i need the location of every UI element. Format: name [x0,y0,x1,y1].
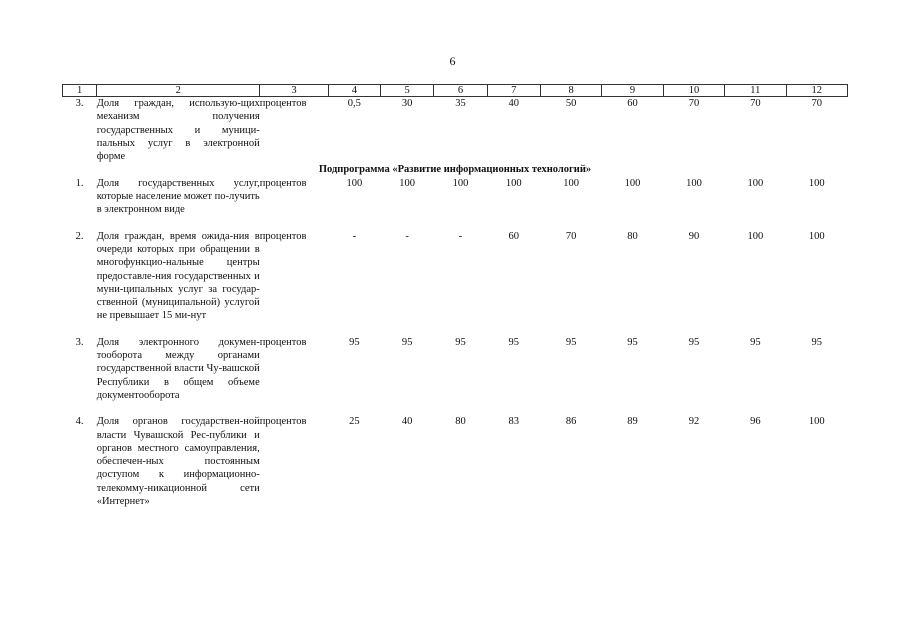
value: 95 [811,336,823,348]
row-number: 1. [75,177,84,189]
value: 70 [688,98,700,109]
column-number: 3 [260,85,328,97]
value: - [405,230,409,242]
indicator-name: Доля электронного докумен-тооборота между органами государственной власти Чу-вашской Республики в общем объеме документооборота [96,336,260,401]
value: 95 [455,336,466,348]
column-number: 4 [328,85,380,97]
value: 40 [401,416,413,428]
value: 92 [688,416,700,428]
row-number: 3. [75,98,84,109]
value: 83 [508,416,520,428]
value: 95 [565,336,577,348]
unit: процентов [259,230,307,242]
value: 70 [565,230,577,242]
indicators-table [62,84,848,508]
row-number: 3. [75,336,84,348]
value: 90 [688,230,700,242]
column-number: 9 [602,85,663,97]
value: 95 [401,336,413,348]
unit: процентов [259,177,307,189]
value: 50 [565,98,577,109]
value: 100 [808,177,825,189]
indicator-name: Доля граждан, время ожида-ния в очереди которых при обращении в многофункцио-нальные центры предоставле-ния государственных и муни-ципальных услуг за государ-ственной (муниципальной) услугой не превышает 15 ми-нут [96,230,260,322]
value: 95 [688,336,700,348]
value: 86 [565,416,577,428]
column-number: 8 [540,85,601,97]
row-spacer [63,217,848,230]
value: 60 [508,230,520,242]
value: 100 [624,177,641,189]
value: 70 [750,98,761,109]
value: 100 [452,177,469,189]
unit: процентов [259,336,307,348]
column-number: 6 [434,85,487,97]
row-spacer [63,402,848,415]
indicator-name: Доля граждан, использую-щих механизм получения государственных и муници-пальных услуг в электронной форме [96,98,260,163]
column-number: 10 [663,85,724,97]
indicator-name: Доля государственных услуг, которые население может по-лучить в электронном виде [96,177,260,216]
value: 40 [508,98,520,109]
table-row [63,336,848,402]
value: 25 [349,416,360,428]
page-number: 6 [449,54,456,68]
row-number: 4. [75,416,84,428]
unit: процентов [259,416,307,428]
subprogram-row [63,163,848,176]
table-row [63,177,848,217]
column-number: 1 [63,85,97,97]
table-row [63,230,848,323]
value: 70 [811,98,823,109]
value: 96 [750,416,761,428]
subprogram-title: Подпрограмма «Развитие информационных технологий» [318,164,592,176]
value: 100 [808,230,825,242]
table-row [63,97,848,164]
value: 95 [750,336,761,348]
table-row [63,415,848,508]
value: 100 [747,177,764,189]
value: - [458,230,463,242]
column-number: 11 [725,85,786,97]
value: 100 [346,177,363,189]
value: 89 [627,416,638,428]
value: 100 [505,177,522,189]
value: 30 [401,98,413,109]
value: - [352,230,357,242]
row-number: 2. [75,230,84,242]
unit: процентов [259,98,307,109]
value: 35 [455,98,466,109]
value: 80 [455,416,466,428]
value: 80 [627,230,638,242]
row-spacer [63,323,848,336]
value: 0,5 [347,98,361,109]
value: 100 [686,177,702,189]
column-number: 2 [97,85,260,97]
column-number: 12 [786,85,847,97]
value: 95 [508,336,520,348]
value: 95 [627,336,638,348]
value: 100 [747,230,764,242]
value: 95 [349,336,360,348]
value: 100 [563,177,580,189]
table-header-row [63,85,848,97]
column-number: 5 [380,85,433,97]
indicator-name: Доля органов государствен-ной власти Чувашской Рес-публики и органов местного самоуправления, обеспечен-ных постоянным доступом к информационно-телекомму-никационной сети «Интернет» [96,416,260,508]
value: 60 [627,98,638,109]
value: 100 [399,177,416,189]
value: 100 [808,416,825,428]
column-number: 7 [487,85,540,97]
